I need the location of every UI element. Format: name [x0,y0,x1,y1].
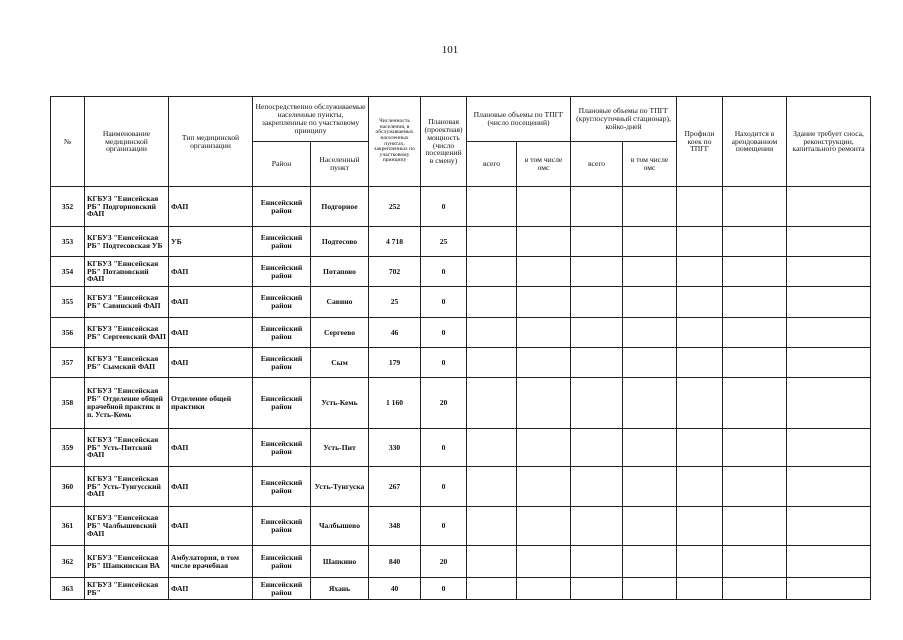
organization-name: КГБУЗ "Енисейская РБ" Чалбышевский ФАП [85,507,169,546]
header-population: Численность населения, в обслуживаемых населенных пунктах, закрепленных по участковому принципу [369,97,421,187]
visits-oms [517,578,571,600]
requires-repair [787,578,871,600]
rented-premises [723,187,787,227]
table-row [51,348,871,378]
capacity: 0 [421,507,467,546]
organization-type: ФАП [169,507,253,546]
visits-total [467,429,517,467]
table-row [51,507,871,546]
row-number: 354 [51,257,85,287]
header-name: Наименование медицинской организации [85,97,169,187]
beds-oms [623,578,677,600]
visits-oms [517,507,571,546]
district: Енисейский район [253,187,311,227]
requires-repair [787,348,871,378]
visits-oms [517,546,571,578]
beds-total [571,378,623,429]
organization-type: ФАП [169,429,253,467]
beds-total [571,467,623,507]
rented-premises [723,467,787,507]
organization-name: КГБУЗ "Енисейская РБ" Савинский ФАП [85,287,169,318]
district: Енисейский район [253,348,311,378]
capacity: 0 [421,187,467,227]
table-row [51,257,871,287]
header-demolition: Здание требует сноса, реконструкции, капитального ремонта [787,97,871,187]
organization-name: КГБУЗ "Енисейская РБ" Шапкинская ВА [85,546,169,578]
table-row [51,318,871,348]
requires-repair [787,287,871,318]
row-number: 358 [51,378,85,429]
header-district: Район [253,142,311,187]
header-profiles: Профили коек по ТПГГ [677,97,723,187]
table-row [51,287,871,318]
bed-profiles [677,348,723,378]
header-tpgg-beds: Плановые объемы по ТПГГ (круглосуточный стационар), койко-дней [571,97,677,142]
locality: Шапкино [311,546,369,578]
organization-type: УБ [169,227,253,257]
visits-total [467,546,517,578]
organization-type: ФАП [169,318,253,348]
beds-total [571,429,623,467]
beds-oms [623,227,677,257]
population: 267 [369,467,421,507]
visits-total [467,287,517,318]
beds-total [571,227,623,257]
visits-total [467,187,517,227]
organization-type: ФАП [169,467,253,507]
bed-profiles [677,578,723,600]
bed-profiles [677,467,723,507]
row-number: 356 [51,318,85,348]
beds-total [571,546,623,578]
capacity: 0 [421,318,467,348]
capacity: 0 [421,467,467,507]
header-visits-total: всего [467,142,517,187]
header-num: № [51,97,85,187]
rented-premises [723,318,787,348]
beds-oms [623,287,677,318]
beds-oms [623,507,677,546]
rented-premises [723,578,787,600]
bed-profiles [677,546,723,578]
beds-oms [623,187,677,227]
capacity: 0 [421,578,467,600]
table-row [51,378,871,429]
locality: Чалбышево [311,507,369,546]
beds-oms [623,318,677,348]
capacity: 25 [421,227,467,257]
locality: Сым [311,348,369,378]
district: Енисейский район [253,467,311,507]
population: 702 [369,257,421,287]
population: 25 [369,287,421,318]
locality: Сергеево [311,318,369,348]
visits-oms [517,187,571,227]
requires-repair [787,467,871,507]
beds-oms [623,348,677,378]
organization-type: ФАП [169,578,253,600]
header-rented: Находится в арендованном помещении [723,97,787,187]
capacity: 20 [421,546,467,578]
district: Енисейский район [253,257,311,287]
rented-premises [723,287,787,318]
row-number: 355 [51,287,85,318]
capacity: 20 [421,378,467,429]
table-row [51,578,871,600]
rented-premises [723,546,787,578]
table-row [51,546,871,578]
table-body [51,187,871,600]
visits-total [467,257,517,287]
population: 179 [369,348,421,378]
visits-total [467,318,517,348]
locality: Савино [311,287,369,318]
population: 46 [369,318,421,348]
district: Енисейский район [253,429,311,467]
row-number: 353 [51,227,85,257]
requires-repair [787,378,871,429]
row-number: 362 [51,546,85,578]
bed-profiles [677,429,723,467]
beds-oms [623,467,677,507]
population: 40 [369,578,421,600]
header-visits-oms: в том числе омс [517,142,571,187]
table-row [51,227,871,257]
population: 840 [369,546,421,578]
organization-type: ФАП [169,287,253,318]
organization-type: Амбулатория, в том числе врачебная [169,546,253,578]
rented-premises [723,227,787,257]
capacity: 0 [421,257,467,287]
locality: Усть-Тунгуска [311,467,369,507]
row-number: 363 [51,578,85,600]
table-row [51,467,871,507]
locality: Подгорное [311,187,369,227]
locality: Усть-Кемь [311,378,369,429]
organization-type: ФАП [169,348,253,378]
rented-premises [723,507,787,546]
requires-repair [787,507,871,546]
rented-premises [723,378,787,429]
requires-repair [787,318,871,348]
organization-name: КГБУЗ "Енисейская РБ" Сергеевский ФАП [85,318,169,348]
requires-repair [787,546,871,578]
population: 330 [369,429,421,467]
beds-total [571,287,623,318]
facility-register-table [50,96,871,600]
row-number: 360 [51,467,85,507]
requires-repair [787,429,871,467]
beds-total [571,348,623,378]
district: Енисейский район [253,318,311,348]
visits-oms [517,227,571,257]
population: 1 160 [369,378,421,429]
bed-profiles [677,287,723,318]
page-number: 101 [441,44,459,56]
header-type: Тип медицинской организации [169,97,253,187]
table-row [51,429,871,467]
capacity: 0 [421,287,467,318]
beds-total [571,187,623,227]
visits-total [467,378,517,429]
locality: Подтесово [311,227,369,257]
capacity: 0 [421,429,467,467]
visits-oms [517,378,571,429]
organization-name: КГБУЗ "Енисейская РБ" Подгорновский ФАП [85,187,169,227]
locality: Яхань [311,578,369,600]
visits-total [467,348,517,378]
header-beds-oms: в том числе омс [623,142,677,187]
visits-oms [517,257,571,287]
requires-repair [787,257,871,287]
district: Енисейский район [253,507,311,546]
rented-premises [723,429,787,467]
organization-type: Отделение общей практики [169,378,253,429]
header-beds-total: всего [571,142,623,187]
visits-total [467,507,517,546]
visits-oms [517,429,571,467]
district: Енисейский район [253,578,311,600]
locality: Усть-Пит [311,429,369,467]
header-served-group: Непосредственно обслуживаемые населенные пункты, закрепленные по участковому принципу [253,97,369,142]
bed-profiles [677,187,723,227]
organization-name: КГБУЗ "Енисейская РБ" Сымский ФАП [85,348,169,378]
bed-profiles [677,378,723,429]
population: 348 [369,507,421,546]
capacity: 0 [421,348,467,378]
organization-type: ФАП [169,187,253,227]
organization-type: ФАП [169,257,253,287]
beds-oms [623,546,677,578]
header-locality: Населенный пункт [311,142,369,187]
visits-oms [517,287,571,318]
visits-total [467,578,517,600]
bed-profiles [677,507,723,546]
district: Енисейский район [253,287,311,318]
row-number: 352 [51,187,85,227]
district: Енисейский район [253,378,311,429]
organization-name: КГБУЗ "Енисейская РБ" [85,578,169,600]
beds-oms [623,429,677,467]
visits-total [467,227,517,257]
table-row [51,187,871,227]
rented-premises [723,257,787,287]
visits-oms [517,318,571,348]
district: Енисейский район [253,546,311,578]
beds-oms [623,378,677,429]
organization-name: КГБУЗ "Енисейская РБ" Усть-Тунгусский ФАП [85,467,169,507]
beds-total [571,578,623,600]
locality: Потапово [311,257,369,287]
organization-name: КГБУЗ "Енисейская РБ" Потаповский ФАП [85,257,169,287]
beds-total [571,507,623,546]
population: 252 [369,187,421,227]
visits-oms [517,467,571,507]
row-number: 357 [51,348,85,378]
header-capacity: Плановая (проектная) мощность (число посещений в смену) [421,97,467,187]
requires-repair [787,187,871,227]
requires-repair [787,227,871,257]
visits-total [467,467,517,507]
beds-total [571,318,623,348]
beds-total [571,257,623,287]
bed-profiles [677,227,723,257]
population: 4 718 [369,227,421,257]
beds-oms [623,257,677,287]
organization-name: КГБУЗ "Енисейская РБ" Усть-Питский ФАП [85,429,169,467]
header-tpgg-visits: Плановые объемы по ТПГГ (число посещений) [467,97,571,142]
row-number: 359 [51,429,85,467]
bed-profiles [677,318,723,348]
bed-profiles [677,257,723,287]
rented-premises [723,348,787,378]
row-number: 361 [51,507,85,546]
visits-oms [517,348,571,378]
organization-name: КГБУЗ "Енисейская РБ" Подтесовская УБ [85,227,169,257]
organization-name: КГБУЗ "Енисейская РБ" Отделение общей врачебной практик и п. Усть-Кемь [85,378,169,429]
district: Енисейский район [253,227,311,257]
